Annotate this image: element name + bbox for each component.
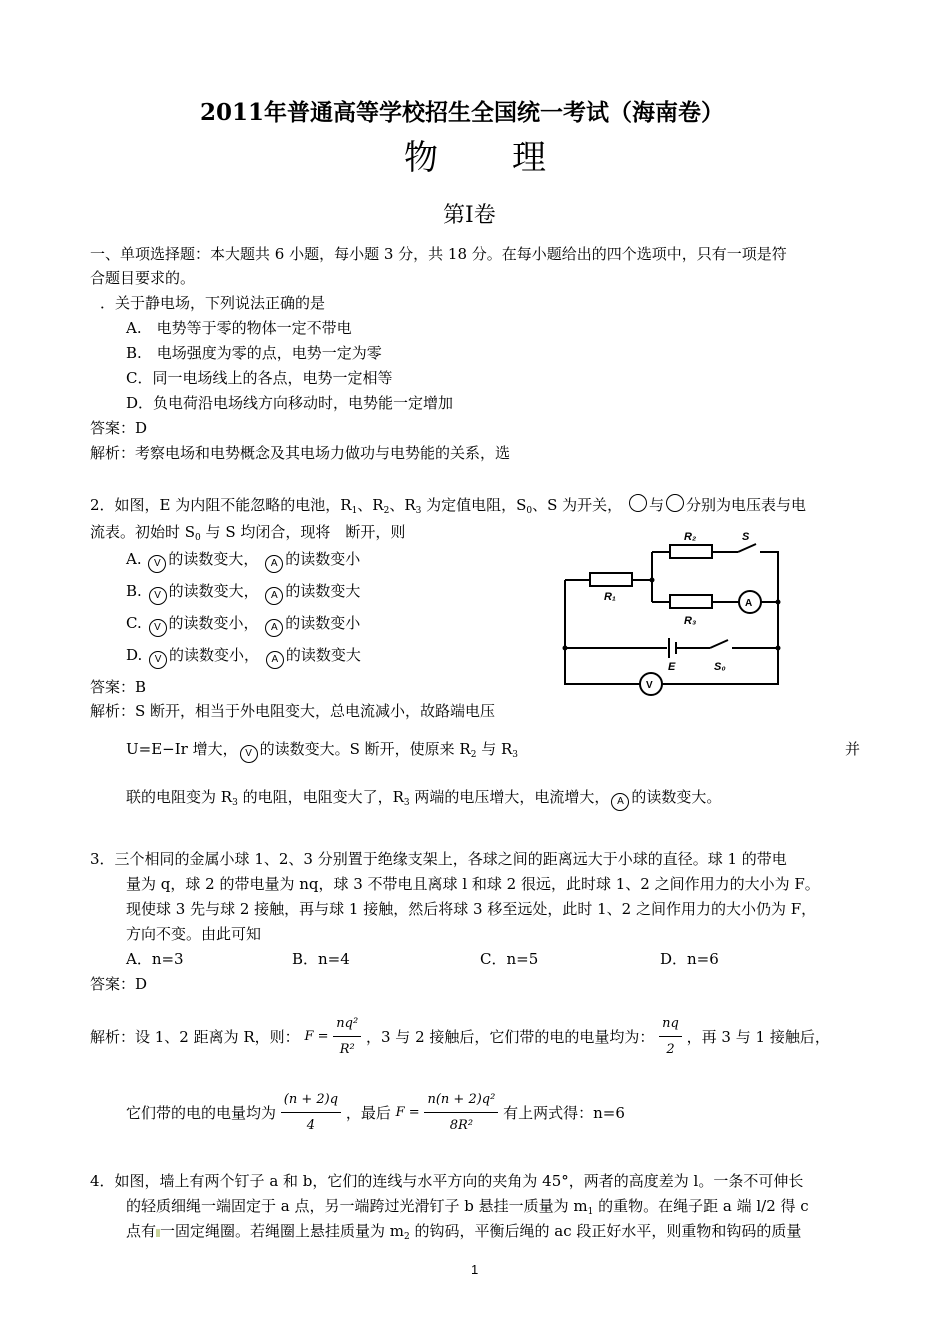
- q3-analysis-line2: [126, 1090, 625, 1136]
- q1-option-c: C．同一电场线上的各点，电势一定相等: [126, 369, 393, 387]
- q2-analysis-tail: 并: [845, 740, 861, 758]
- subscript: 3: [403, 798, 410, 808]
- q2-stem-part: 、S 为开关，: [532, 496, 623, 514]
- q1-option-d: D．负电荷沿电场线方向移动时，电势能一定增加: [126, 394, 454, 412]
- ammeter-icon: A: [265, 619, 283, 637]
- circuit-diagram: [560, 522, 790, 698]
- analysis-part: U=E−Ir 增大，: [126, 740, 238, 758]
- subscript: 2: [470, 750, 477, 760]
- q3-analysis-line1: [90, 1014, 830, 1060]
- voltmeter-icon: [629, 494, 647, 512]
- q4-part: 点有: [126, 1222, 157, 1240]
- subscript: 3: [512, 750, 519, 760]
- label-v: V: [646, 680, 653, 691]
- q2-option-b: [126, 581, 360, 605]
- q2-stem-part: 、R: [389, 496, 416, 514]
- q2-answer: 答案：B: [90, 678, 147, 696]
- q4-line1: 4．如图，墙上有两个钉子 a 和 b，它们的连线与水平方向的夹角为 45°，两者的高度差为 l。一条不可伸长: [90, 1172, 804, 1190]
- numerator: (n + 2)q: [281, 1090, 341, 1113]
- q4-line3: [126, 1221, 801, 1247]
- voltmeter-icon: V: [149, 619, 167, 637]
- ammeter-icon: A: [266, 651, 284, 669]
- q4-part: 的重物。在绳子距 a 端 l/2 得 c: [593, 1197, 809, 1215]
- q2-analysis-line3: [126, 787, 721, 813]
- q3-option-c: C．n=5: [480, 950, 539, 968]
- q3-answer: 答案：D: [90, 975, 148, 993]
- label-r3: R₃: [684, 615, 697, 627]
- analysis-part: 它们带的电的电量均为: [126, 1104, 277, 1122]
- option-text: 的读数变大: [285, 582, 361, 600]
- q2-stem-part: 分别为电压表与电: [685, 496, 806, 514]
- label-s0: S₀: [714, 661, 726, 673]
- subscript: 3: [232, 798, 238, 808]
- q2-option-c: [126, 613, 360, 637]
- q4-part: 的轻质细绳一端固定于 a 点，另一端跨过光滑钉子 b 悬挂一质量为 m: [126, 1197, 588, 1215]
- formula-fraction: [659, 1014, 682, 1060]
- volume-title: 第I卷: [443, 203, 496, 228]
- analysis-part: 联的电阻变为 R: [126, 788, 233, 806]
- option-text: 的读数变小，: [169, 646, 260, 664]
- option-label: B.: [126, 582, 142, 600]
- option-label: D.: [126, 646, 143, 664]
- q2-stem-line2: [90, 522, 405, 548]
- q3-line4: 方向不变。由此可知: [126, 925, 262, 943]
- formula-fraction: [333, 1014, 361, 1060]
- voltmeter-icon: V: [240, 745, 258, 763]
- numerator: nq: [659, 1014, 682, 1037]
- q2-stem-part: 、R: [357, 496, 384, 514]
- formula-fraction: [281, 1090, 341, 1136]
- q1-answer: 答案：D: [90, 419, 148, 437]
- q2-stem-part: 与: [648, 496, 664, 514]
- ammeter-icon: A: [611, 793, 629, 811]
- option-text: 的读数变小: [285, 550, 361, 568]
- analysis-part: ，最后: [345, 1104, 391, 1122]
- option-text: 的读数变大，: [168, 582, 259, 600]
- section-intro-line2: 合题目要求的。: [90, 269, 196, 287]
- q2-stem-line1: [90, 494, 806, 521]
- subject-title: 物 理: [404, 138, 548, 178]
- exam-title: 2011年普通高等学校招生全国统一考试（海南卷）: [200, 99, 725, 126]
- ammeter-icon: [666, 494, 684, 512]
- option-text: 的读数变小，: [168, 614, 259, 632]
- denominator: 8R²: [449, 1118, 474, 1133]
- label-e: E: [668, 661, 676, 673]
- subscript: 3: [415, 506, 422, 516]
- q3-option-a: A．n=3: [126, 950, 184, 968]
- q2-analysis-line2: [126, 739, 518, 765]
- formula-fraction: [424, 1090, 498, 1136]
- analysis-part: 两端的电压增大，电流增大，: [409, 788, 610, 806]
- q2-stem-part: 与 S 均闭合，现将 断开，则: [200, 523, 406, 541]
- voltmeter-icon: V: [149, 587, 167, 605]
- analysis-part: 解析：设 1、2 距离为 R，则：: [90, 1028, 300, 1046]
- q4-part: 的钩码，平衡后绳的 ac 段正好水平，则重物和钩码的质量: [409, 1222, 802, 1240]
- q3-option-d: D．n=6: [660, 950, 719, 968]
- analysis-part: ，3 与 2 接触后，它们带的电的电量均为：: [365, 1028, 655, 1046]
- subscript: 0: [195, 533, 201, 543]
- label-r1: R₁: [604, 591, 616, 603]
- section-intro-line1: 一、单项选择题：本大题共 6 小题，每小题 3 分，共 18 分。在每小题给出的四个选项中，只有一项是符: [90, 245, 787, 263]
- analysis-part: 的读数变大。: [631, 788, 722, 806]
- option-text: 的读数变小: [285, 614, 361, 632]
- subscript: 1: [351, 506, 358, 516]
- subscript: 2: [404, 1232, 410, 1242]
- formula-lhs: F =: [395, 1105, 420, 1120]
- ammeter-icon: A: [265, 555, 283, 573]
- q2-stem-part: 2．如图，E 为内阻不能忽略的电池，R: [90, 496, 352, 514]
- analysis-part: 的读数变大。S 断开，使原来 R: [259, 740, 471, 758]
- q4-part: 一固定绳圈。若绳圈上悬挂质量为 m: [160, 1222, 405, 1240]
- option-text: 的读数变大，: [168, 550, 259, 568]
- q2-analysis-line1: 解析：S 断开，相当于外电阻变大，总电流减小，故路端电压: [90, 702, 496, 720]
- q2-option-a: [126, 549, 360, 573]
- q1-analysis: 解析：考察电场和电势概念及其电场力做功与电势能的关系，选: [90, 444, 511, 462]
- q1-option-a: A. 电势等于零的物体一定不带电: [126, 319, 352, 337]
- q3-option-b: B．n=4: [292, 950, 350, 968]
- q2-option-d: [126, 645, 361, 669]
- analysis-part: 的电阻，电阻变大了，R: [237, 788, 404, 806]
- q4-line2: [126, 1196, 809, 1222]
- q1-option-b: B. 电场强度为零的点，电势一定为零: [126, 344, 382, 362]
- numerator: n(n + 2)q²: [424, 1090, 498, 1113]
- subscript: 0: [526, 506, 533, 516]
- option-label: C.: [126, 614, 142, 632]
- label-r2: R₂: [684, 531, 697, 543]
- q2-stem-part: 流表。初始时 S: [90, 523, 196, 541]
- q2-stem-part: 为定值电阻，S: [421, 496, 527, 514]
- option-text: 的读数变大: [285, 646, 361, 664]
- label-s: S: [742, 531, 750, 543]
- option-label: A.: [126, 550, 142, 568]
- ammeter-icon: A: [265, 587, 283, 605]
- q1-stem: ．关于静电场，下列说法正确的是: [100, 294, 326, 312]
- denominator: 2: [666, 1042, 675, 1057]
- q3-line3: 现使球 3 先与球 2 接触，再与球 1 接触，然后将球 3 移至远处，此时 1、2 之间作用力的大小仍为 F，: [126, 900, 817, 918]
- denominator: R²: [339, 1042, 355, 1057]
- label-a: A: [745, 598, 753, 609]
- voltmeter-icon: V: [149, 651, 167, 669]
- q3-line2: 量为 q，球 2 的带电量为 nq，球 3 不带电且离球 l 和球 2 很远，此时球 1、2 之间作用力的大小为 F。: [126, 875, 820, 893]
- formula-lhs: F =: [304, 1029, 329, 1044]
- analysis-part: 与 R: [476, 740, 513, 758]
- denominator: 4: [306, 1118, 316, 1133]
- analysis-part: ，再 3 与 1 接触后，: [686, 1028, 830, 1046]
- analysis-part: 有上两式得：n=6: [503, 1104, 625, 1122]
- voltmeter-icon: V: [148, 555, 166, 573]
- subscript: 2: [383, 506, 390, 516]
- subscript: 1: [587, 1207, 594, 1217]
- numerator: nq²: [333, 1014, 361, 1037]
- q3-line1: 3．三个相同的金属小球 1、2、3 分别置于绝缘支架上，各球之间的距离远大于小球的直径。球 1 的带电: [90, 850, 787, 868]
- page-number: 1: [471, 1262, 479, 1277]
